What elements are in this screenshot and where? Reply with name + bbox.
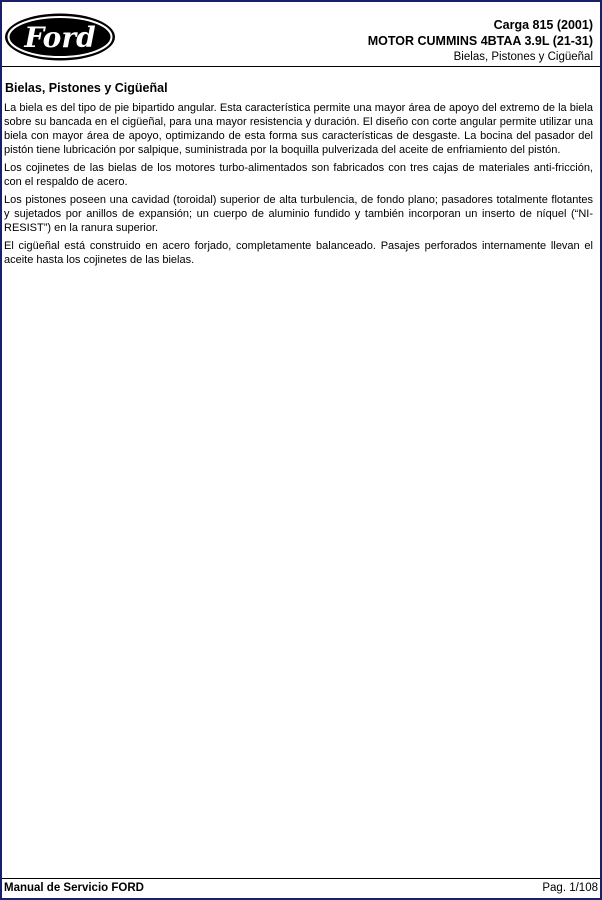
paragraph-ciguenal: El cigüeñal está construido en acero forjado, completamente balanceado. Pasajes perforados internamente llevan el aceite hasta los cojinetes de las bielas. — [4, 240, 593, 266]
ford-logo-text: Ford — [24, 21, 96, 54]
footer-page-number: Pag. 1/108 — [542, 882, 598, 894]
header-divider — [2, 66, 600, 67]
paragraph-bielas: La biela es del tipo de pie bipartido angular. Esta característica permite una mayor área de apoyo del extremo de la biela sobre su bancada en el cigüeñal, para una mayor resistencia y duración. El diseño con corte angular permite utilizar una biela con mayor área de apoyo, optimizando de esta forma sus características de desgaste. La bocina del pasador del pistón tiene lubricación por salpique, suministrada por la boquilla pulverizada del aceite de enfriamiento del pistón. — [4, 102, 593, 156]
header-engine: MOTOR CUMMINS 4BTAA 3.9L (21-31) — [367, 34, 593, 48]
header-topic: Bielas, Pistones y Cigüeñal — [453, 51, 593, 63]
header-model: Carga 815 (2001) — [493, 18, 593, 32]
footer-manual-title: Manual de Servicio FORD — [4, 882, 144, 894]
paragraph-pistones: Los pistones poseen una cavidad (toroidal) superior de alta turbulencia, de fondo plano; pasadores totalmente flotantes y sujetados por anillos de expansión; un cuerpo de aluminio fundido y también incorporan un inserto de níquel (“NI-RESIST”) en la ranura superior. — [4, 194, 593, 234]
section-title: Bielas, Pistones y Cigüeñal — [5, 81, 168, 95]
document-header — [368, 17, 593, 65]
footer-divider — [2, 878, 600, 879]
ford-logo — [3, 12, 117, 62]
paragraph-cojinetes: Los cojinetes de las bielas de los motores turbo-alimentados son fabricados con tres cajas de materiales anti-fricción, con el respaldo de acero. — [4, 162, 593, 188]
section-body — [4, 101, 593, 271]
